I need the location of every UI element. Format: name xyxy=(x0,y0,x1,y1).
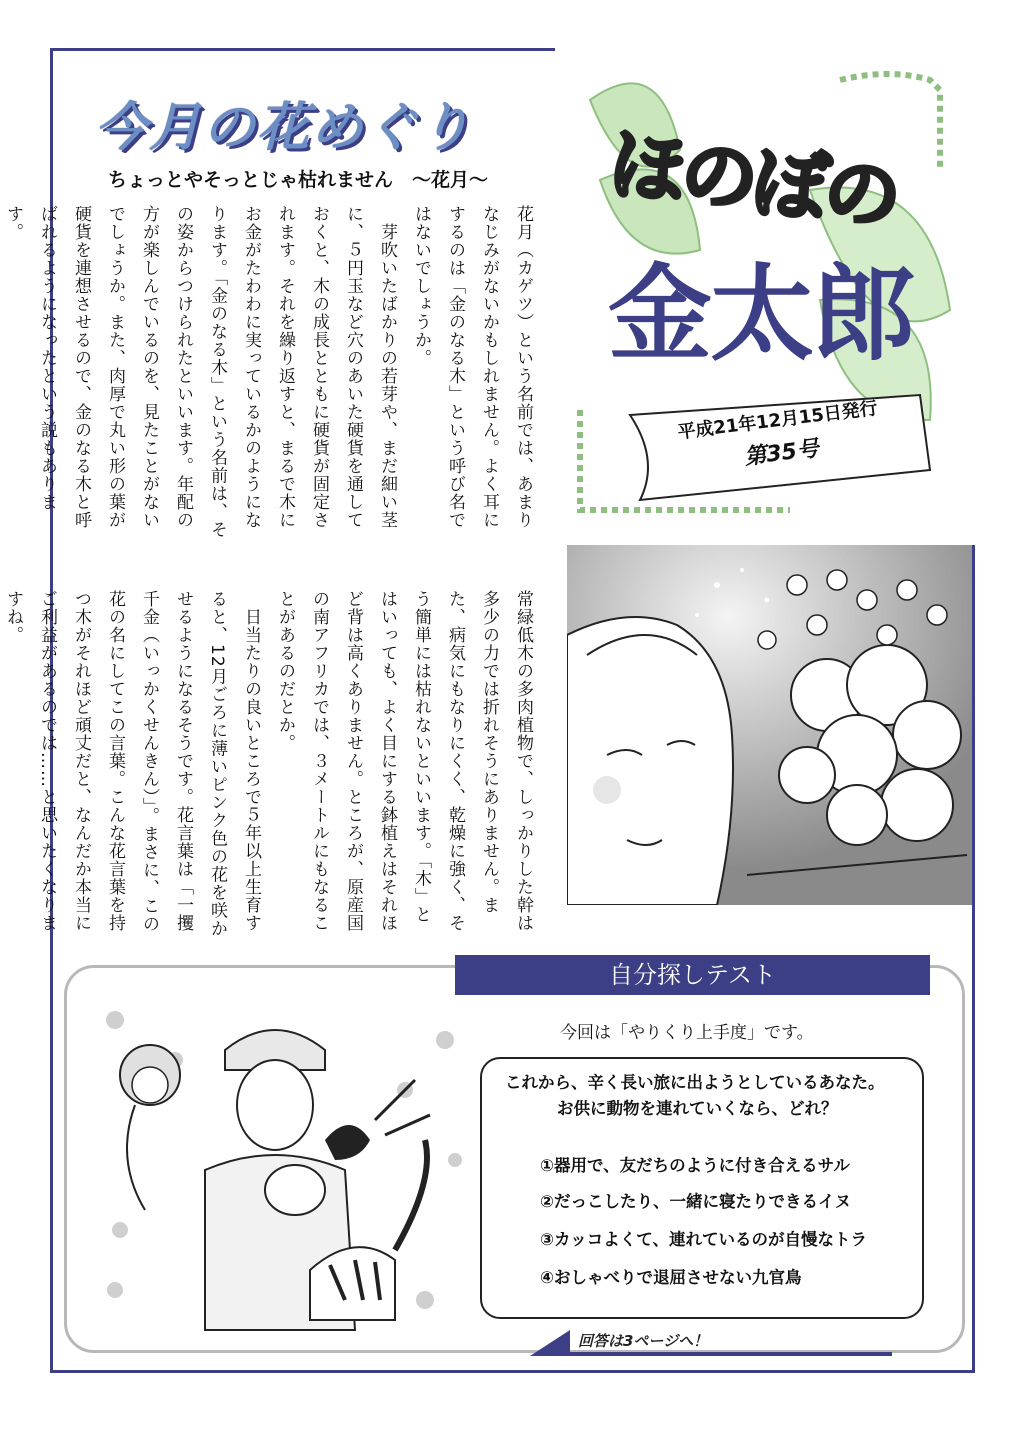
flower-section-subtitle: ちょっとやそっとじゃ枯れません 〜花月〜 xyxy=(108,169,489,191)
option-3[interactable]: ③カッコよくて、連れているのが自慢なトラ xyxy=(540,1230,867,1249)
self-test-title: 自分探しテスト xyxy=(455,955,930,995)
woman-with-plant-illustration xyxy=(567,545,972,905)
woman-with-animals-illustration xyxy=(95,1000,470,1335)
question-text xyxy=(505,1070,885,1122)
question-line-2: お供に動物を連れていくなら、どれ？ xyxy=(557,1099,838,1118)
self-test-intro: 今回は「やりくり上手度」です。 xyxy=(560,1023,814,1043)
article-column-top: 花月（カゲツ）という名前では、あまりなじみがないかもしれません。よく耳にするのは「金のなる木」という呼び名ではないでしょうか。 芽吹いたばかりの若芽や、まだ細い茎に、５円玉など穴のあいた硬貨を通しておくと、木の成長とともに硬貨が固定されます。それを繰り返すと、まるで木にお金がたわわに実っているかのようになります。「金のなる木」という名前は、その姿からつけられたといいます。年配の方が楽しんでいるのを、見たことがないでしょうか。また、肉厚で丸い形の葉が硬貨を連想させるので、金のなる木と呼ばれるようになったという説もあります。 xyxy=(3,205,533,539)
article-column-bottom: 常緑低木の多肉植物で、しっかりした幹は多少の力では折れそうにありません。また、病気にもなりにくく、乾燥に強く、そう簡単には枯れないといいます。「木」とはいっても、よく目にする鉢植えはそれほど背は高くありません。ところが、原産国の南アフリカでは、３メートルにもなることがあるのだとか。 日当たりの良いところで５年以上生育すると、12月ごろに薄いピンク色の花を咲かせるようになるそうです。花言葉は「一攫千金（いっかくせんきん）」。まさに、この花の名にしてこの言葉。こんな花言葉を持つ木がそれほど頑丈だと、なんだか本当にご利益があるのでは……と思いたくなりますね。 xyxy=(3,590,533,938)
answer-note: 回答は3ページへ！ xyxy=(578,1332,709,1350)
border-bottom xyxy=(50,1370,975,1373)
masthead-title-line1: ほのぼの xyxy=(604,118,902,243)
flower-section-title: 今月の花めぐり xyxy=(95,98,474,158)
question-line-1: これから、辛く長い旅に出ようとしているあなた。 xyxy=(505,1073,885,1092)
option-1[interactable]: ①器用で、友だちのように付き合えるサル xyxy=(540,1156,850,1175)
border-top xyxy=(50,48,555,51)
issue-date: 平成21年12月15日発行 xyxy=(676,397,879,444)
border-right xyxy=(972,545,975,1373)
issue-number: 第35号 xyxy=(743,436,821,471)
option-2[interactable]: ②だっこしたり、一緒に寝たりできるイヌ xyxy=(540,1192,851,1211)
option-4[interactable]: ④おしゃべりで退屈させない九官鳥 xyxy=(540,1268,802,1287)
masthead-title-line2: 金太郎 xyxy=(608,253,915,375)
